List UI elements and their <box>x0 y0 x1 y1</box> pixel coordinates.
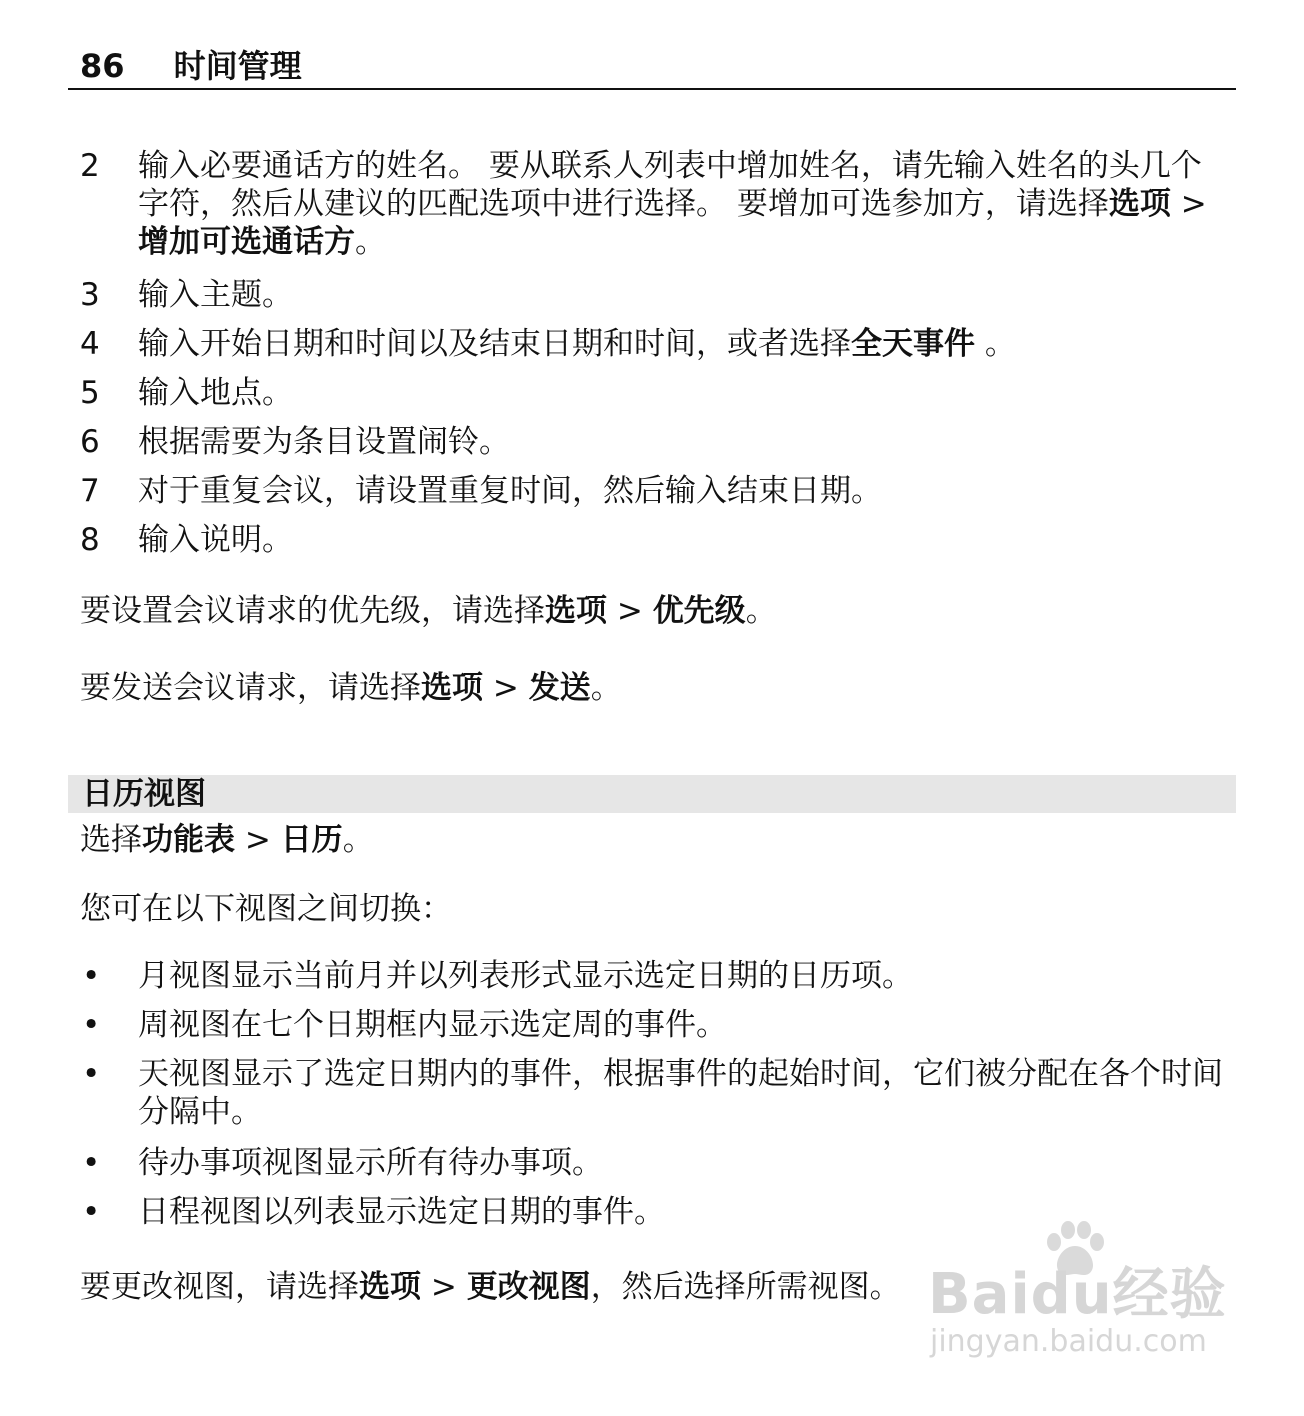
menu-path-text: 更改视图 <box>466 1269 591 1305</box>
body-text: > <box>1170 186 1207 222</box>
body-text: > <box>607 593 653 629</box>
menu-path-text: 选项 <box>359 1269 421 1305</box>
menu-path-text: 优先级 <box>652 593 746 629</box>
section-title: 日历视图 <box>82 776 206 812</box>
view-description: 日程视图以列表显示选定日期的事件。 <box>138 1194 665 1230</box>
view-description: 周视图在七个日期框内显示选定周的事件。 <box>138 1007 727 1043</box>
body-text: > <box>483 670 529 706</box>
body-text: > <box>235 822 281 858</box>
menu-path-text: 选项 <box>1108 186 1171 222</box>
step-number: 4 <box>80 326 100 362</box>
bullet-icon: • <box>82 1007 101 1043</box>
body-text: 输入说明。 <box>138 522 293 558</box>
section-heading <box>68 775 1236 813</box>
body-text: 输入主题。 <box>138 277 293 313</box>
body-text: ，然后选择所需视图。 <box>590 1269 901 1305</box>
step-text <box>138 147 1228 261</box>
step-text <box>138 521 1228 559</box>
body-text: 对于重复会议，请设置重复时间，然后输入结束日期。 <box>138 473 882 509</box>
body-text: 要发送会议请求，请选择 <box>80 670 421 706</box>
body-text: 。 <box>355 224 386 260</box>
views-intro: 您可在以下视图之间切换： <box>80 891 452 927</box>
step-number: 7 <box>80 473 100 509</box>
body-text: 。 <box>590 670 622 706</box>
body-text: 。 <box>975 326 1016 362</box>
step-number: 2 <box>80 148 100 184</box>
step-number: 5 <box>80 375 100 411</box>
priority-paragraph <box>80 592 1236 630</box>
view-description: 月视图显示当前月并以列表形式显示选定日期的日历项。 <box>138 958 913 994</box>
menu-path-text: 增加可选通话方 <box>138 224 355 260</box>
menu-path-text: 功能表 <box>142 822 235 858</box>
body-text: 输入开始日期和时间以及结束日期和时间，或者选择 <box>138 326 851 362</box>
step-text <box>138 276 1228 314</box>
page-header <box>68 44 1236 90</box>
menu-path-text: 发送 <box>528 670 591 706</box>
menu-path-text: 日历 <box>280 822 343 858</box>
bullet-icon: • <box>82 958 101 994</box>
watermark-url: jingyan.baidu.com <box>930 1324 1207 1359</box>
body-text: 要设置会议请求的优先级，请选择 <box>80 593 545 629</box>
bullet-icon: • <box>82 1194 101 1230</box>
menu-path-text: 选项 <box>421 670 483 706</box>
body-text: 。 <box>342 822 374 858</box>
body-text: > <box>421 1269 467 1305</box>
view-description: 待办事项视图显示所有待办事项。 <box>138 1145 603 1181</box>
step-number: 8 <box>80 522 100 558</box>
bullet-icon: • <box>82 1145 101 1181</box>
step-text <box>138 472 1228 510</box>
body-text: 要更改视图，请选择 <box>80 1269 359 1305</box>
watermark-logo-text: Baidu经验 <box>928 1262 1227 1327</box>
menu-path-text: 全天事件 <box>851 326 975 362</box>
step-number: 3 <box>80 277 100 313</box>
step-number: 6 <box>80 424 100 460</box>
bullet-icon: • <box>82 1056 101 1092</box>
body-text: 根据需要为条目设置闹铃。 <box>138 424 510 460</box>
page-number: 86 <box>80 47 125 85</box>
step-text <box>138 325 1228 363</box>
view-description: 天视图显示了选定日期内的事件，根据事件的起始时间，它们被分配在各个时间分隔中。 <box>138 1056 1223 1130</box>
step-text <box>138 374 1228 412</box>
step-text <box>138 423 1228 461</box>
select-menu-instruction <box>80 821 1236 859</box>
send-paragraph <box>80 669 1236 707</box>
chapter-title: 时间管理 <box>173 47 302 85</box>
body-text: 输入必要通话方的姓名。 要从联系人列表中增加姓名，请先输入姓名的头几个字符，然后从建议的匹配选项中进行选择。 要增加可选参加方，请选择 <box>138 148 1202 222</box>
body-text: 选择 <box>80 822 142 858</box>
body-text: 输入地点。 <box>138 375 293 411</box>
menu-path-text: 选项 <box>545 593 607 629</box>
body-text: 。 <box>745 593 777 629</box>
baidu-watermark <box>928 1220 1228 1370</box>
